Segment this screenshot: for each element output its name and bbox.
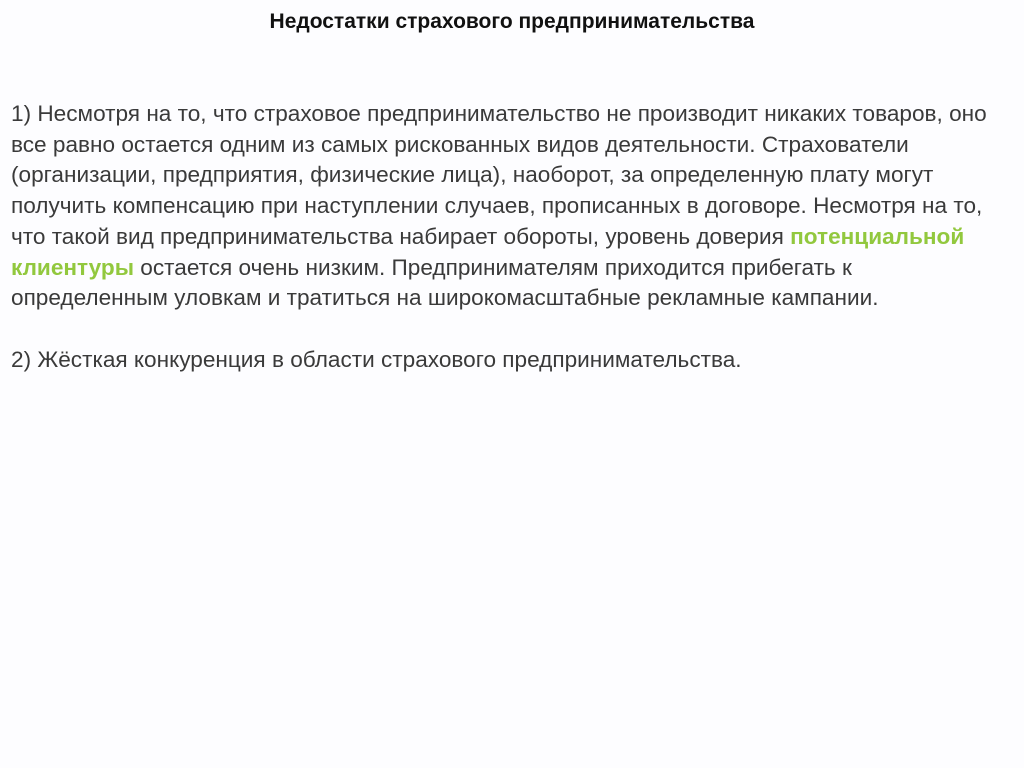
highlight-potential-clients: потенциальной клиентуры [11,223,965,280]
paragraph-1-text-after: остается очень низким. Предпринимателям приходится прибегать к определенным уловкам и тратиться на широкомасштабные рекламные кампании. [11,254,879,311]
slide-title: Недостатки страхового предпринимательства [269,10,755,33]
paragraph-1 [11,99,1013,314]
paragraph-1-text-before: 1) Несмотря на то, что страховое предпринимательство не производит никаких товаров, оно все равно остается одним из самых рискованных видов деятельности. Страхователи (организации, предприятия, физические лица), наоборот, за определенную плату могут получить компенсацию при наступлении случаев, прописанных в договоре. Несмотря на то, что такой вид предпринимательства набирает обороты, уровень доверия [11,101,987,249]
slide-body [11,99,1013,375]
paragraph-2: 2) Жёсткая конкуренция в области страхового предпринимательства. [11,346,742,372]
